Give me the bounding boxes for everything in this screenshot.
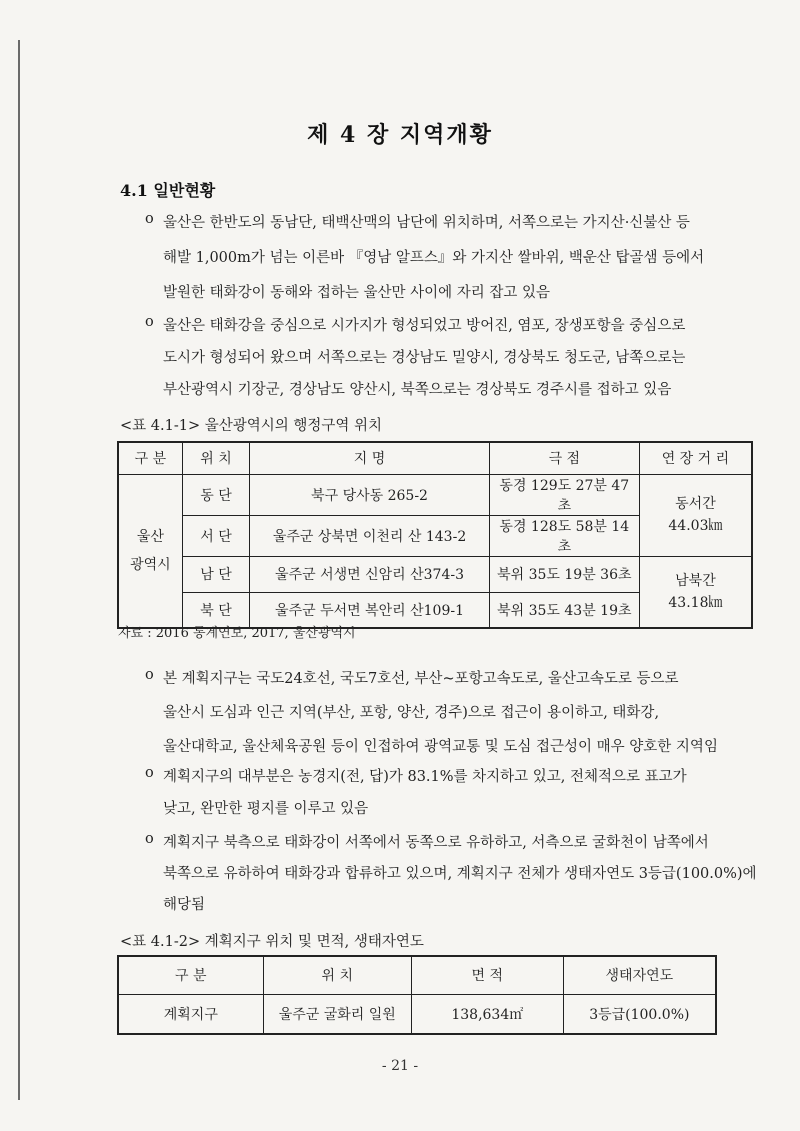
paragraph-line: 도시가 형성되어 왔으며 서쪽으로는 경상남도 밀양시, 경상북도 청도군, 남쪽으로는 [163,350,686,366]
position-cell: 서 단 [182,515,250,556]
table2-caption: <표 4.1-2> 계획지구 위치 및 면적, 생태자연도 [120,934,424,950]
area-cell: 138,634㎡ [411,994,563,1034]
place-name-cell: 울주군 두서면 복안리 산109-1 [250,592,490,628]
table-row [118,556,752,592]
table-header: 구 분 [118,956,263,994]
paragraph-line: 울산은 태화강을 중심으로 시가지가 형성되었고 방어진, 염포, 장생포항을 중심으로 [163,318,686,334]
chapter-title: 제 4 장 지역개황 [307,122,493,148]
page-number: - 21 - [381,1058,419,1074]
table-header: 극 점 [489,442,639,474]
distance-cell: 동서간 44.03㎞ [639,474,752,556]
table-header: 연 장 거 리 [639,442,752,474]
ecology-grade-cell: 3등급(100.0%) [563,994,716,1034]
page-edge-line [18,40,20,1100]
admin-location-table [117,441,753,629]
table-row [118,994,716,1034]
bullet-marker: o [145,765,154,781]
paragraph-line: 낮고, 완만한 평지를 이루고 있음 [163,801,369,817]
position-cell: 북 단 [182,592,250,628]
place-name-cell: 북구 당사동 265-2 [250,474,490,515]
table1-caption: <표 4.1-1> 울산광역시의 행정구역 위치 [120,418,383,434]
paragraph-line: 울산은 한반도의 동남단, 태백산맥의 남단에 위치하며, 서쪽으로는 가지산·신불산 등 [163,215,690,231]
bullet-marker: o [145,667,154,683]
paragraph-line: 북쪽으로 유하하여 태화강과 합류하고 있으며, 계획지구 전체가 생태자연도 3등급(100.0%)에 [163,866,757,882]
coordinate-cell: 동경 129도 27분 47초 [489,474,639,515]
bullet-marker: o [145,831,154,847]
table-row [118,474,752,515]
distance-cell: 남북간 43.18㎞ [639,556,752,628]
paragraph-line: 계획지구 북측으로 태화강이 서쪽에서 동쪽으로 유하하고, 서측으로 굴화천이 남쪽에서 [163,835,709,851]
section-title: 4.1 일반현황 [120,181,216,200]
region-cell: 울산 광역시 [118,474,182,628]
paragraph-line: 울산대학교, 울산체육공원 등이 인접하여 광역교통 및 도심 접근성이 매우 양호한 지역임 [163,739,718,755]
category-cell: 계획지구 [118,994,263,1034]
bullet-marker: o [145,314,154,330]
table-header: 지 명 [250,442,490,474]
place-name-cell: 울주군 서생면 신암리 산374-3 [250,556,490,592]
position-cell: 남 단 [182,556,250,592]
coordinate-cell: 북위 35도 19분 36초 [489,556,639,592]
location-cell: 울주군 굴화리 일원 [263,994,411,1034]
paragraph-line: 해당됨 [163,897,206,913]
position-cell: 동 단 [182,474,250,515]
coordinate-cell: 북위 35도 43분 19초 [489,592,639,628]
paragraph-line: 부산광역시 기장군, 경상남도 양산시, 북쪽으로는 경상북도 경주시를 접하고 있음 [163,382,672,398]
coordinate-cell: 동경 128도 58분 14초 [489,515,639,556]
table-header: 면 적 [411,956,563,994]
table-header: 위 치 [182,442,250,474]
table-header: 생태자연도 [563,956,716,994]
bullet-marker: o [145,211,154,227]
planning-area-table [117,955,717,1035]
paragraph-line: 울산시 도심과 인근 지역(부산, 포항, 양산, 경주)으로 접근이 용이하고, 태화강, [163,705,660,721]
paragraph-line: 발원한 태화강이 동해와 접하는 울산만 사이에 자리 잡고 있음 [163,285,551,301]
paragraph-line: 본 계획지구는 국도24호선, 국도7호선, 부산~포항고속도로, 울산고속도로 등으로 [163,671,679,687]
paragraph-line: 계획지구의 대부분은 농경지(전, 답)가 83.1%를 차지하고 있고, 전체적으로 표고가 [163,769,687,785]
table-header: 위 치 [263,956,411,994]
place-name-cell: 울주군 상북면 이천리 산 143-2 [250,515,490,556]
table1-source: 자료 : 2016 통계연보, 2017, 울산광역시 [118,626,356,641]
table-header: 구 분 [118,442,182,474]
paragraph-line: 해발 1,000m가 넘는 이른바 『영남 알프스』와 가지산 쌀바위, 백운산 탑골샘 등에서 [163,250,705,266]
